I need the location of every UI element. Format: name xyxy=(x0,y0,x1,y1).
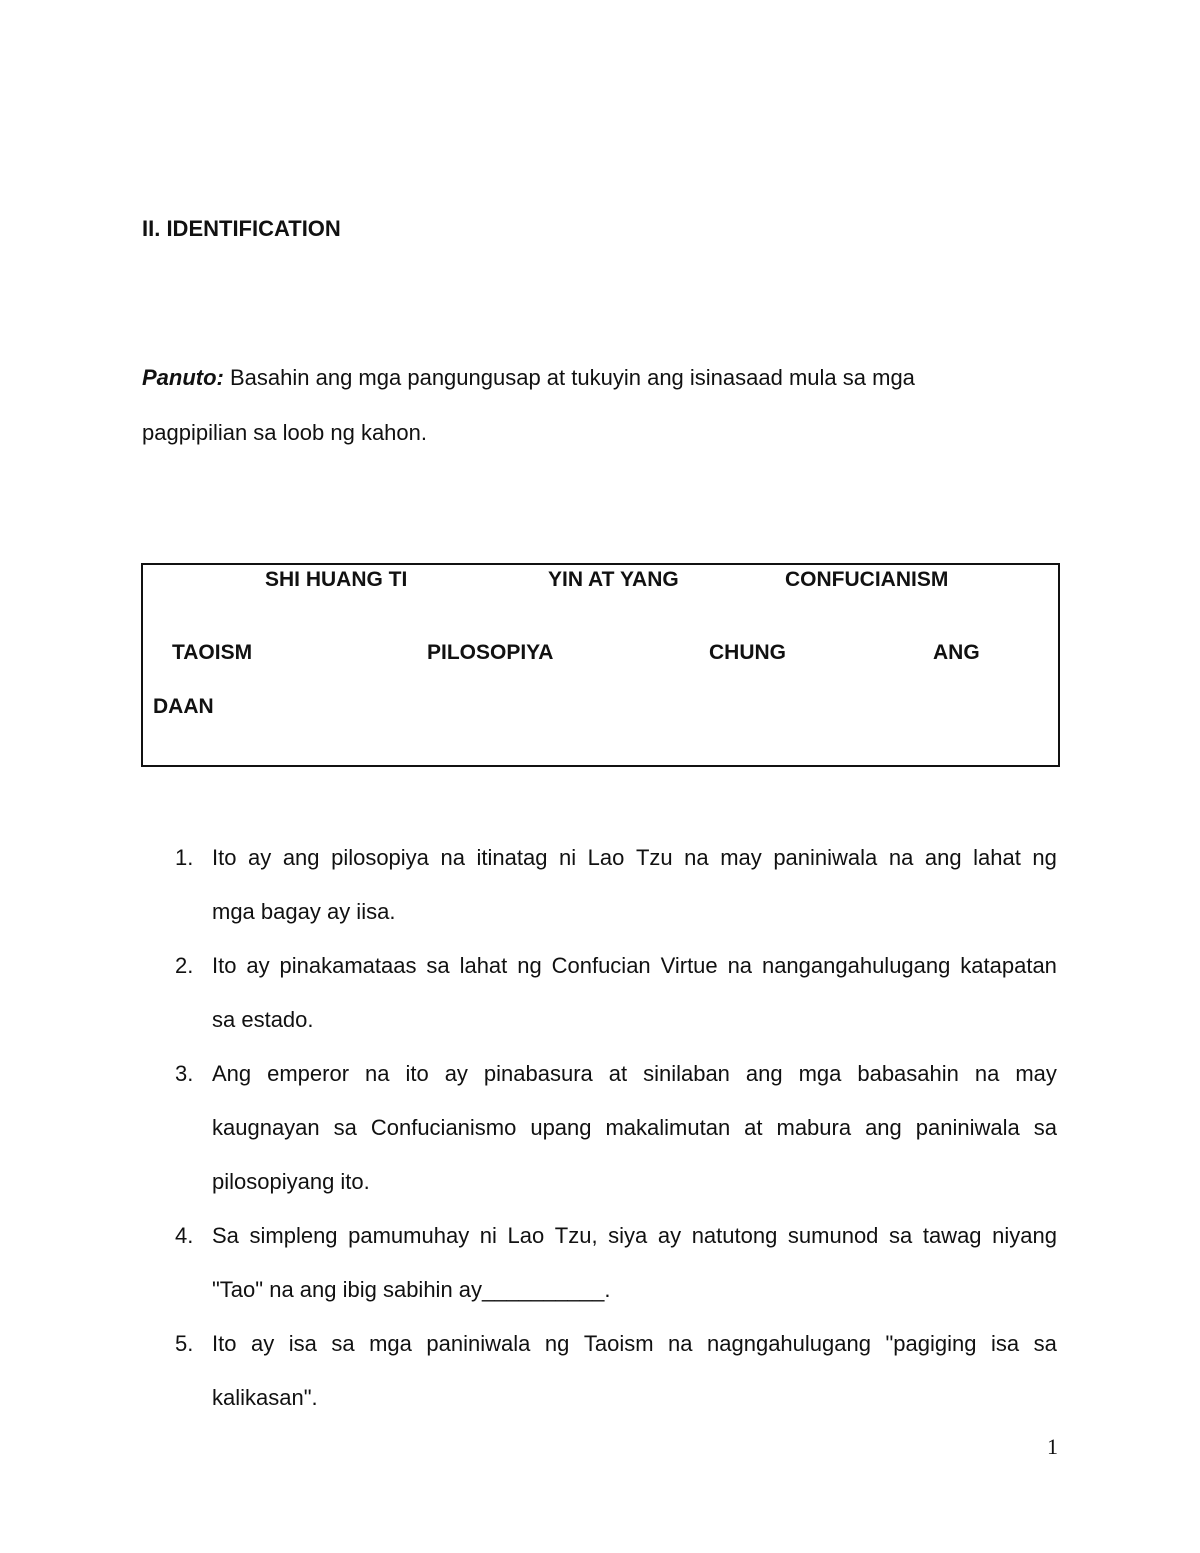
item-3-line-1 xyxy=(212,1061,1057,1087)
word: tawag xyxy=(922,1223,982,1248)
word: ay xyxy=(250,1331,275,1356)
item-4-line-2: "Tao" na ang ibig sabihin ay__________. xyxy=(212,1277,611,1302)
word: paniniwala xyxy=(426,1331,531,1356)
word: Ito xyxy=(212,1331,237,1356)
word: upang xyxy=(530,1115,592,1140)
word: sa xyxy=(426,953,450,978)
word: sumunod xyxy=(787,1223,879,1248)
choice-confucianism: CONFUCIANISM xyxy=(785,568,949,591)
word: Confucian xyxy=(551,953,651,978)
word: Sa xyxy=(212,1223,239,1248)
word: na xyxy=(684,845,709,870)
word: lahat xyxy=(973,845,1021,870)
word: kaugnayan xyxy=(212,1115,320,1140)
word: makalimutan xyxy=(605,1115,731,1140)
word: simpleng xyxy=(249,1223,338,1248)
word: ni xyxy=(559,845,577,870)
word: sa xyxy=(1033,1115,1057,1140)
word: ang xyxy=(924,845,962,870)
word: na xyxy=(727,953,753,978)
word: Lao xyxy=(587,845,625,870)
word: sa xyxy=(331,1331,355,1356)
word: niyang xyxy=(992,1223,1057,1248)
item-1-line-2: mga bagay ay iisa. xyxy=(212,899,396,924)
word: ng xyxy=(517,953,542,978)
word: ay xyxy=(248,845,272,870)
word: at xyxy=(608,1061,628,1086)
word: at xyxy=(744,1115,763,1140)
word: Ito xyxy=(212,845,237,870)
word: mabura xyxy=(776,1115,852,1140)
word: na xyxy=(668,1331,693,1356)
word: ng xyxy=(544,1331,570,1356)
item-number: 4. xyxy=(175,1223,194,1248)
item-number: 1. xyxy=(175,845,194,870)
word: sa xyxy=(1033,1331,1057,1356)
word: natutong xyxy=(691,1223,778,1248)
choice-taoism: TAOISM xyxy=(172,641,253,664)
word: may xyxy=(720,845,762,870)
word: ang xyxy=(282,845,320,870)
word: Ang xyxy=(212,1061,252,1086)
item-4-line-1 xyxy=(212,1223,1057,1249)
word: sinilaban xyxy=(643,1061,730,1086)
choice-ang: ANG xyxy=(933,641,980,664)
word: "pagiging xyxy=(885,1331,977,1356)
word: Taoism xyxy=(583,1331,654,1356)
word: ng xyxy=(1032,845,1057,870)
word: paniniwala xyxy=(915,1115,1020,1140)
word: mga xyxy=(798,1061,842,1086)
item-5-line-2: kalikasan". xyxy=(212,1385,318,1410)
word: isa xyxy=(288,1331,317,1356)
word: Tzu xyxy=(635,845,673,870)
choices-box xyxy=(141,563,1060,767)
word: na xyxy=(365,1061,390,1086)
word: nagngahulugang xyxy=(707,1331,871,1356)
word: ni xyxy=(479,1223,497,1248)
word: ito xyxy=(405,1061,429,1086)
page-number: 1 xyxy=(1047,1434,1058,1459)
word: Virtue xyxy=(660,953,718,978)
instructions-text: Basahin ang mga pangungusap at tukuyin ang isinasaad mula sa mga xyxy=(223,365,915,390)
item-number: 2. xyxy=(175,953,194,978)
word: katapatan xyxy=(960,953,1057,978)
word: paniniwala xyxy=(773,845,878,870)
instructions-label: Panuto: xyxy=(142,365,224,390)
word: mga xyxy=(369,1331,412,1356)
item-5-line-1 xyxy=(212,1331,1057,1357)
word: pilosopiya xyxy=(331,845,429,870)
word: pinabasura xyxy=(483,1061,593,1086)
word: Tzu, xyxy=(554,1223,598,1248)
word: isa xyxy=(990,1331,1020,1356)
word: ay xyxy=(246,953,270,978)
choice-pilosopiya: PILOSOPIYA xyxy=(427,641,554,664)
choice-yin-at-yang: YIN AT YANG xyxy=(548,568,679,591)
word: pinakamataas xyxy=(279,953,417,978)
item-3-line-2 xyxy=(212,1115,1057,1141)
word: ay xyxy=(657,1223,682,1248)
word: babasahin xyxy=(857,1061,959,1086)
word: sa xyxy=(889,1223,913,1248)
word: Lao xyxy=(507,1223,545,1248)
word: na xyxy=(888,845,914,870)
word: na xyxy=(974,1061,1000,1086)
word: pamumuhay xyxy=(348,1223,470,1248)
item-3-line-3: pilosopiyang ito. xyxy=(212,1169,370,1194)
word: may xyxy=(1015,1061,1057,1086)
word: nangangahulugang xyxy=(761,953,951,978)
item-2-line-1 xyxy=(212,953,1057,979)
word: lahat xyxy=(459,953,508,978)
item-2-line-2: sa estado. xyxy=(212,1007,314,1032)
word: ay xyxy=(444,1061,468,1086)
item-number: 3. xyxy=(175,1061,194,1086)
word: Confucianismo xyxy=(370,1115,517,1140)
instructions-line-1 xyxy=(142,365,915,391)
word: ang xyxy=(745,1061,783,1086)
word: ang xyxy=(865,1115,902,1140)
word: sa xyxy=(333,1115,357,1140)
item-number: 5. xyxy=(175,1331,194,1356)
word: Ito xyxy=(212,953,237,978)
word: siya xyxy=(608,1223,648,1248)
choice-chung: CHUNG xyxy=(709,641,786,664)
word: emperor xyxy=(267,1061,350,1086)
instructions-line-2: pagpipilian sa loob ng kahon. xyxy=(142,420,428,445)
word: itinatag xyxy=(476,845,548,870)
choice-shi-huang-ti: SHI HUANG TI xyxy=(265,568,408,591)
section-title: II. IDENTIFICATION xyxy=(142,216,341,241)
word: na xyxy=(440,845,465,870)
item-1-line-1 xyxy=(212,845,1057,871)
choice-daan: DAAN xyxy=(153,695,214,718)
